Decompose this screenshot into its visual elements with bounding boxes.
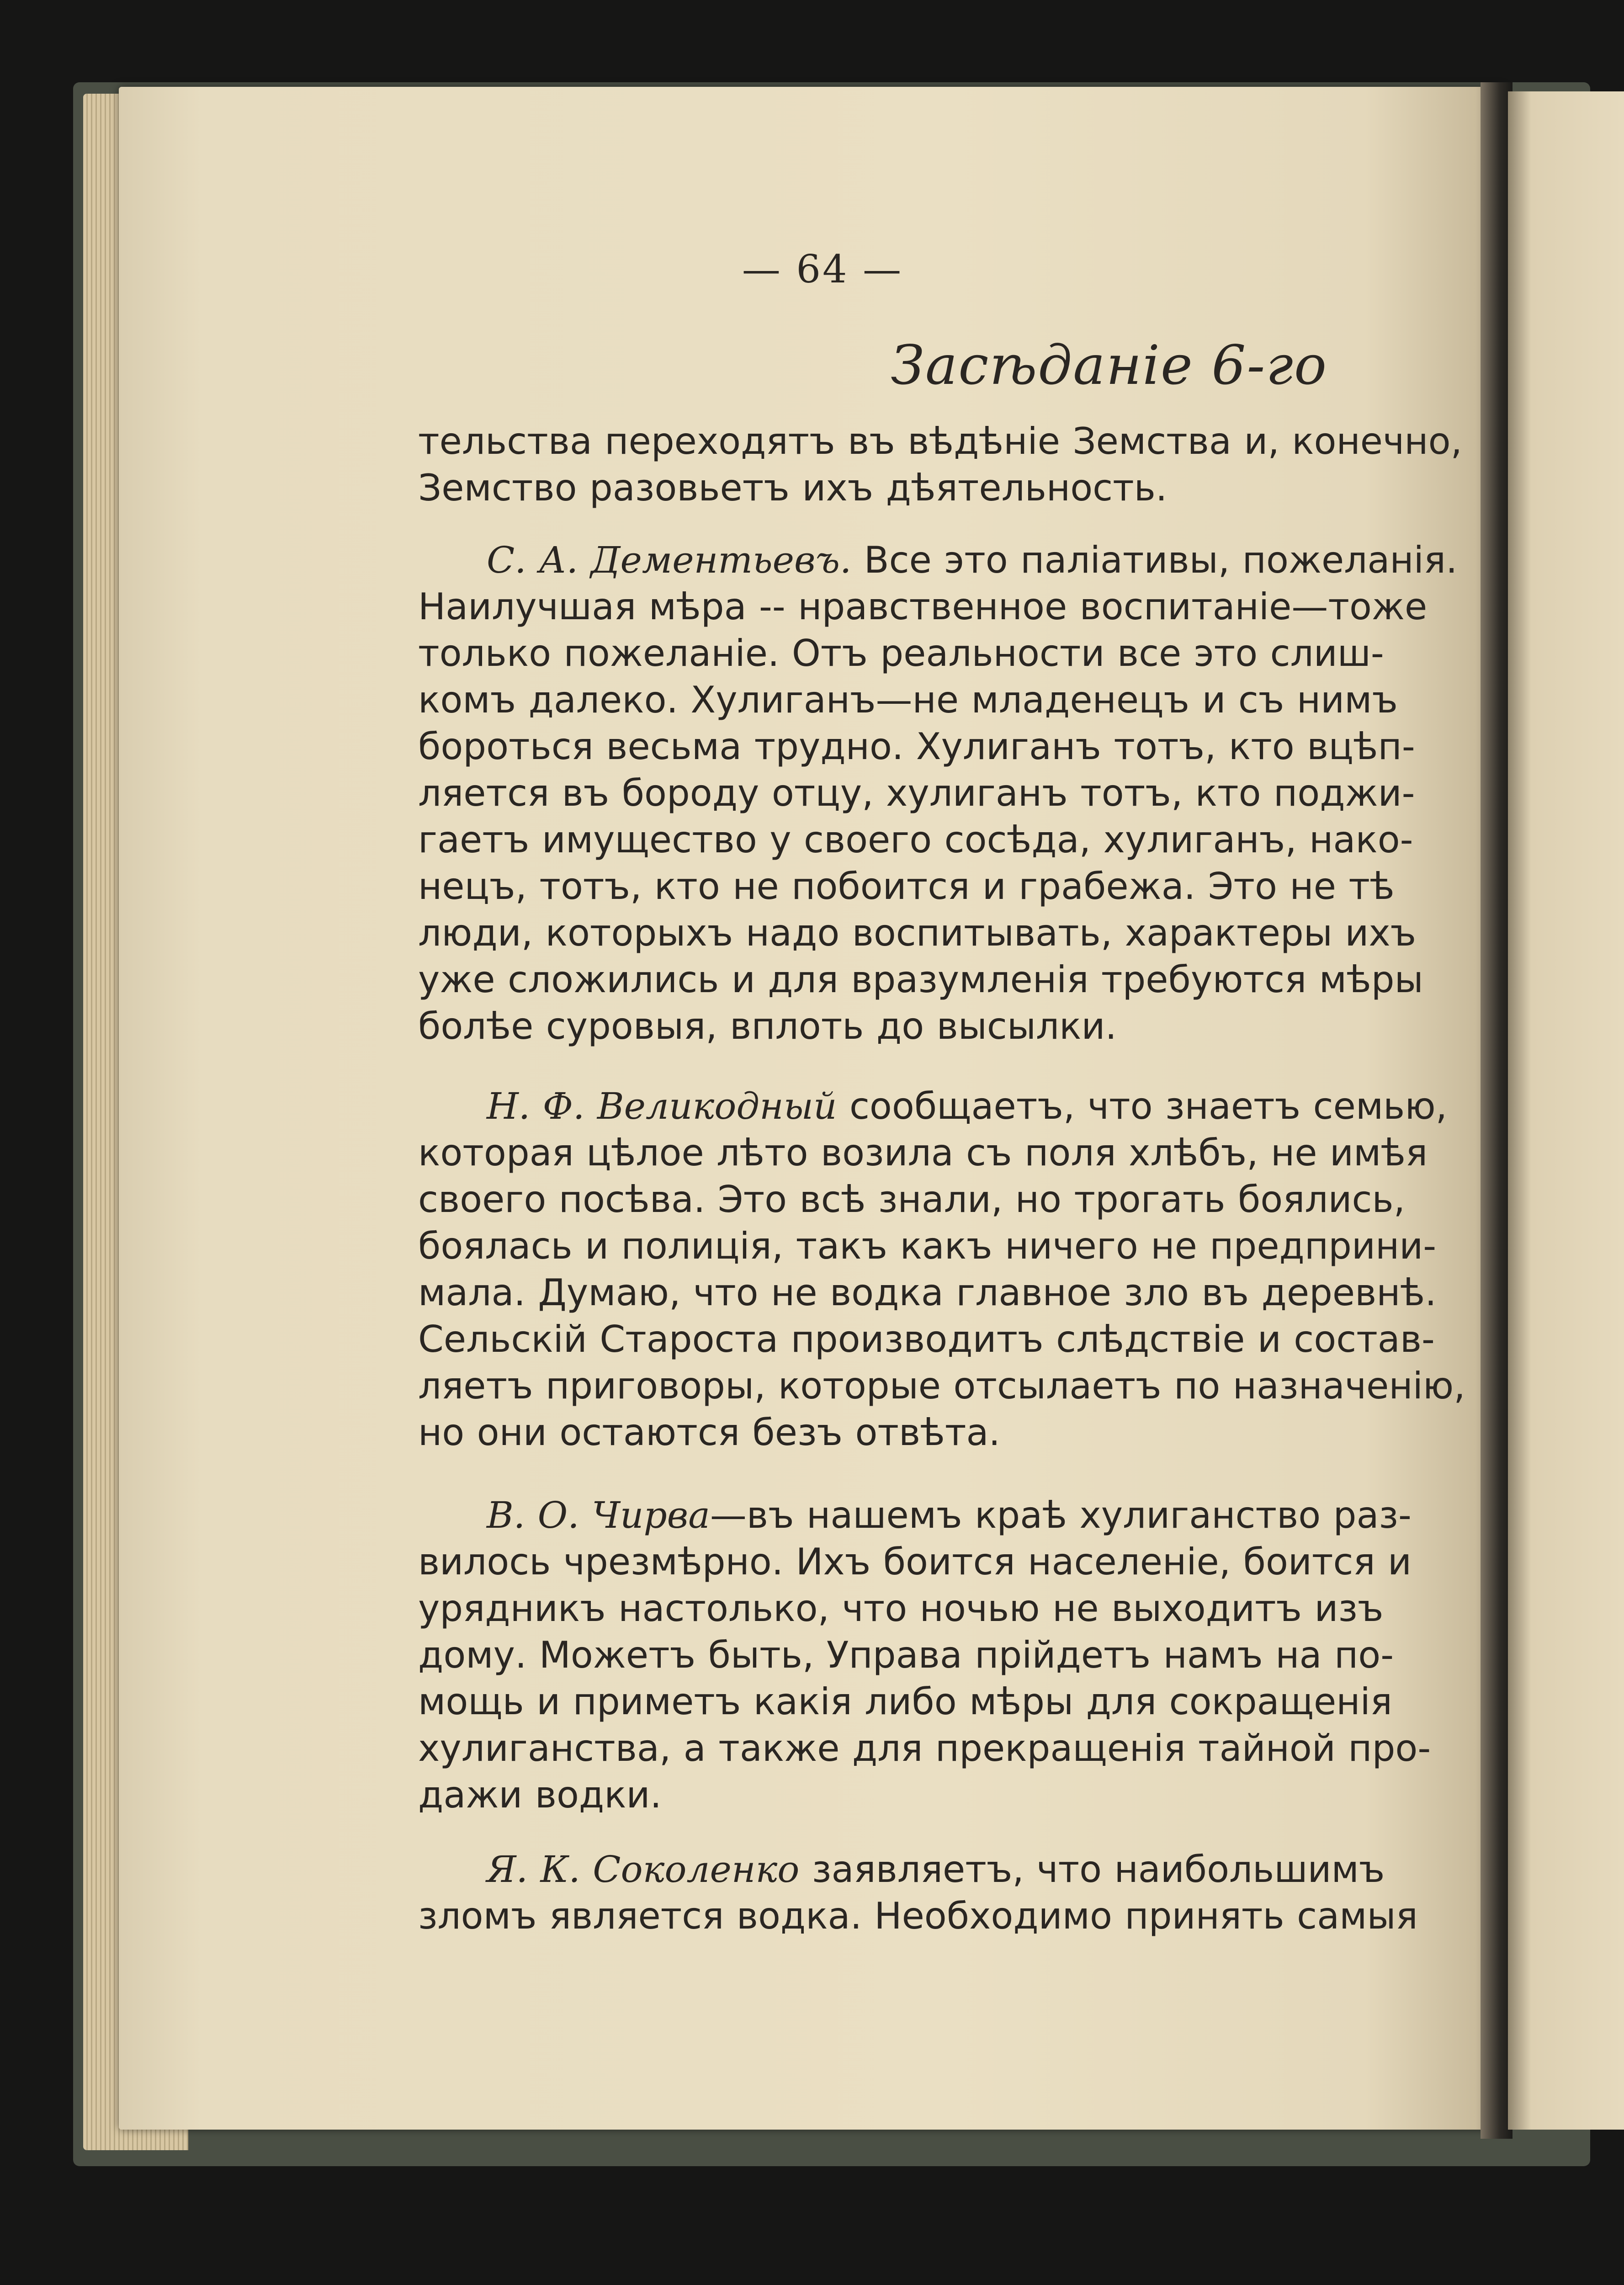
text-line: своего посѣва. Это всѣ знали, но трогать боялись, — [418, 1178, 1406, 1221]
text-line: дому. Можетъ быть, Управа прійдетъ намъ на по- — [418, 1634, 1394, 1676]
text-line: Сельскій Староста производитъ слѣдствіе и состав- — [418, 1318, 1435, 1360]
speaker-name: В. О. Чирва — [487, 1494, 710, 1536]
text-line: зломъ является водка. Необходимо принять самыя — [418, 1895, 1418, 1937]
speaker-name: Я. К. Соколенко — [487, 1848, 800, 1891]
text-line: Наилучшая мѣра -- нравственное воспитаніе—тоже — [418, 585, 1428, 628]
text-line: хулиганства, а также для прекращенія тайной про- — [418, 1727, 1431, 1770]
text-line: люди, которыхъ надо воспитывать, характеры ихъ — [418, 912, 1417, 954]
text-line: нецъ, тотъ, кто не побоится и грабежа. Это не тѣ — [418, 865, 1395, 908]
text-line: болѣе суровыя, вплоть до высылки. — [418, 1005, 1117, 1047]
text-line: С. А. Дементьевъ. Все это паліативы, пожеланія. — [487, 539, 1458, 581]
text-line: вилось чрезмѣрно. Ихъ боится населеніе, боится и — [418, 1541, 1412, 1583]
text-line: Земство разовьетъ ихъ дѣятельность. — [418, 467, 1168, 509]
text-line: урядникъ настолько, что ночью не выходитъ изъ — [418, 1587, 1384, 1630]
text-line: ляется въ бороду отцу, хулиганъ тотъ, кто поджи- — [418, 772, 1415, 814]
text-line: бороться весьма трудно. Хулиганъ тотъ, кто вцѣп- — [418, 725, 1415, 768]
text-line: Н. Ф. Великодный сообщаетъ, что знаетъ семью, — [487, 1085, 1448, 1127]
paragraph-continuation — [418, 418, 1462, 511]
text-line: В. О. Чирва—въ нашемъ краѣ хулиганство раз- — [487, 1494, 1412, 1536]
text-line: которая цѣлое лѣто возила съ поля хлѣбъ, не имѣя — [418, 1132, 1428, 1174]
text-line: но они остаются безъ отвѣта. — [418, 1411, 1000, 1454]
paragraph-velikodny — [418, 1083, 1465, 1456]
text-line: уже сложились и для вразумленія требуются мѣры — [418, 958, 1423, 1001]
text-line: только пожеланіе. Отъ реальности все это слиш- — [418, 632, 1384, 675]
speaker-name: Н. Ф. Великодный — [487, 1085, 837, 1127]
running-head: Засѣданіе 6-го — [891, 334, 1327, 397]
text-line: ляетъ приговоры, которые отсылаетъ по назначенію, — [418, 1365, 1465, 1407]
text-line: боялась и полиція, такъ какъ ничего не предприни- — [418, 1225, 1437, 1267]
text-line: комъ далеко. Хулиганъ—не младенецъ и съ нимъ — [418, 679, 1398, 721]
speaker-name: С. А. Дементьевъ. — [487, 539, 852, 581]
text-line: тельства переходятъ въ вѣдѣніе Земства и, конечно, — [418, 420, 1462, 462]
page-number: — 64 — — [742, 247, 903, 292]
paragraph-chirva — [418, 1492, 1431, 1818]
text-line: мала. Думаю, что не водка главное зло въ деревнѣ. — [418, 1271, 1437, 1314]
text-line: гаетъ имущество у своего сосѣда, хулиганъ, нако- — [418, 818, 1413, 861]
facing-page-edge — [1508, 91, 1624, 2130]
text-line: мощь и приметъ какія либо мѣры для сокращенія — [418, 1680, 1392, 1723]
text-line: Я. К. Соколенко заявляетъ, что наибольшимъ — [487, 1848, 1385, 1891]
paragraph-dementiev — [418, 537, 1458, 1050]
paragraph-sokolenko — [418, 1846, 1418, 1940]
text-line: дажи водки. — [418, 1774, 662, 1816]
